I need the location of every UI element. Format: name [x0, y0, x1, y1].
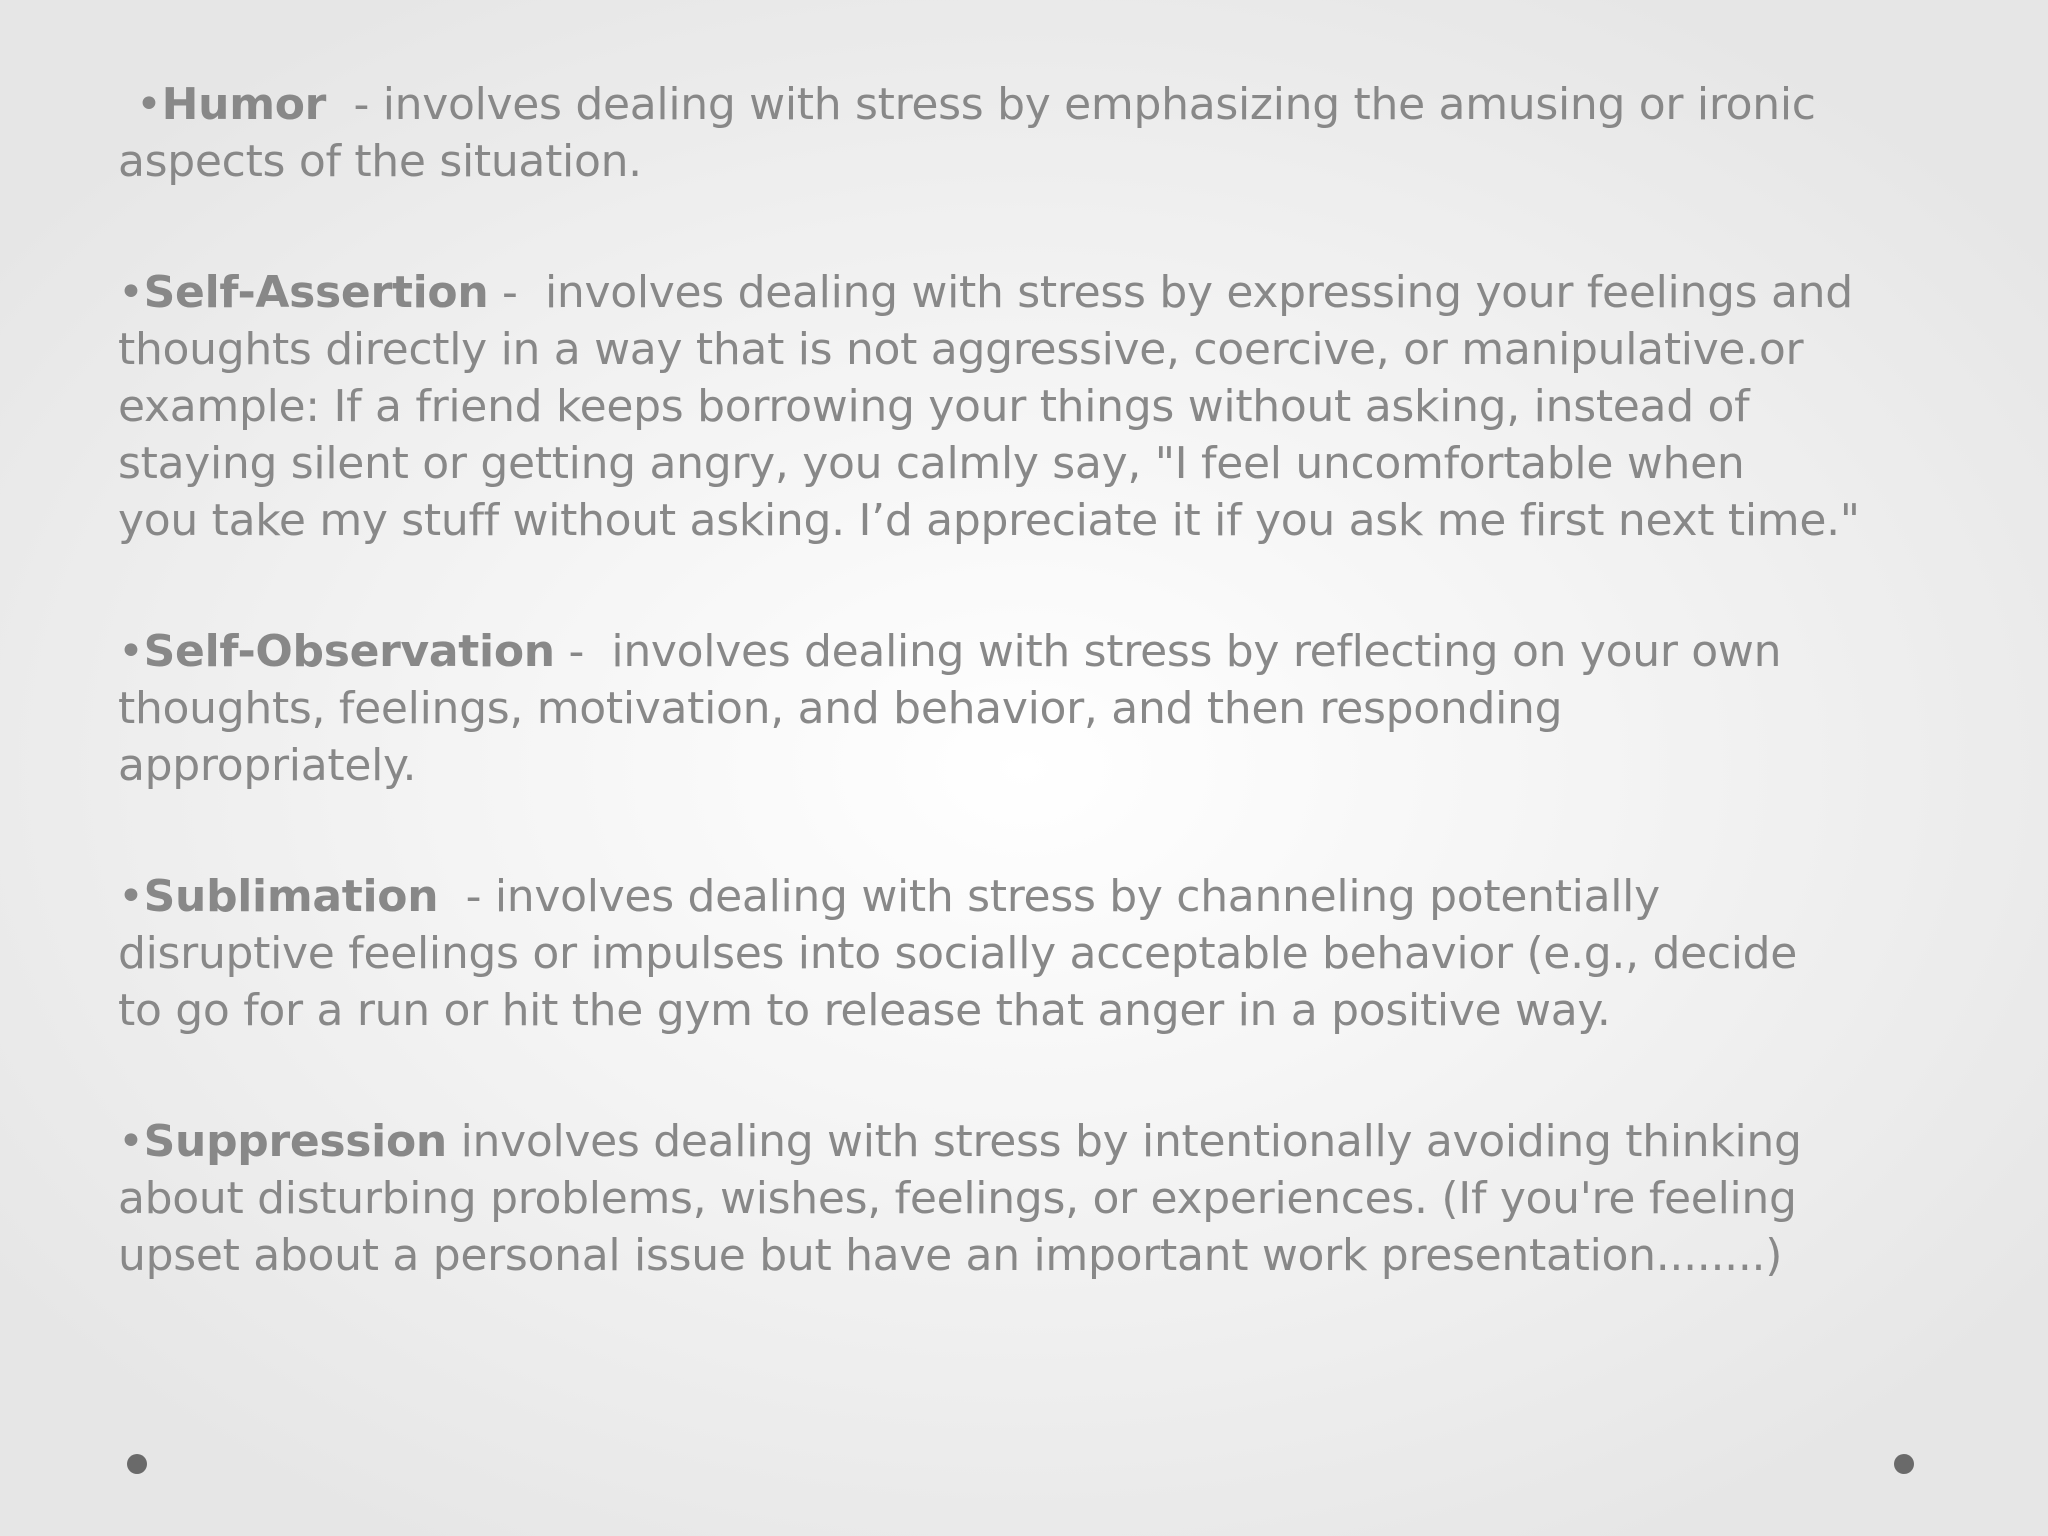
decorative-dot-left [127, 1454, 147, 1474]
term-sublimation: Sublimation [143, 871, 439, 922]
definition-line: involves dealing with stress by intentionally avoiding thinking [446, 1116, 1802, 1167]
bullet-item-self-assertion [118, 264, 1968, 549]
definition-line: staying silent or getting angry, you calmly say, "I feel uncomfortable when [118, 438, 1745, 489]
term-self-assertion: Self-Assertion [143, 267, 489, 318]
term-self-observation: Self-Observation [143, 626, 555, 677]
definition-line: - involves dealing with stress by emphasizing the amusing or ironic [326, 79, 1816, 130]
definition-line: aspects of the situation. [118, 136, 642, 187]
definition-line: about disturbing problems, wishes, feelings, or experiences. (If you're feeling [118, 1173, 1797, 1224]
definition-line: thoughts, feelings, motivation, and behavior, and then responding [118, 683, 1563, 734]
definition-line: upset about a personal issue but have an important work presentation........) [118, 1230, 1783, 1281]
term-suppression: Suppression [143, 1116, 447, 1167]
definition-line: - involves dealing with stress by reflecting on your own [554, 626, 1782, 677]
bullet-marker: • [118, 626, 144, 677]
bullet-item-humor [118, 76, 1968, 190]
slide-content [118, 76, 1968, 1358]
bullet-marker: • [118, 871, 144, 922]
bullet-marker: • [118, 267, 144, 318]
definition-line: - involves dealing with stress by channeling potentially [438, 871, 1660, 922]
definition-line: appropriately. [118, 740, 417, 791]
definition-line: disruptive feelings or impulses into socially acceptable behavior (e.g., decide [118, 928, 1798, 979]
definition-line: you take my stuff without asking. I’d appreciate it if you ask me first next time." [118, 495, 1860, 546]
bullet-item-sublimation [118, 868, 1968, 1039]
definition-line: example: If a friend keeps borrowing your things without asking, instead of [118, 381, 1750, 432]
term-humor: Humor [161, 79, 327, 130]
definition-line: thoughts directly in a way that is not aggressive, coercive, or manipulative.or [118, 324, 1804, 375]
bullet-marker: • [118, 1116, 144, 1167]
bullet-item-self-observation [118, 623, 1968, 794]
decorative-dot-right [1894, 1454, 1914, 1474]
definition-line: - involves dealing with stress by expressing your feelings and [488, 267, 1853, 318]
definition-line: to go for a run or hit the gym to release that anger in a positive way. [118, 985, 1611, 1036]
bullet-marker: • [136, 79, 162, 130]
bullet-item-suppression [118, 1113, 1968, 1284]
